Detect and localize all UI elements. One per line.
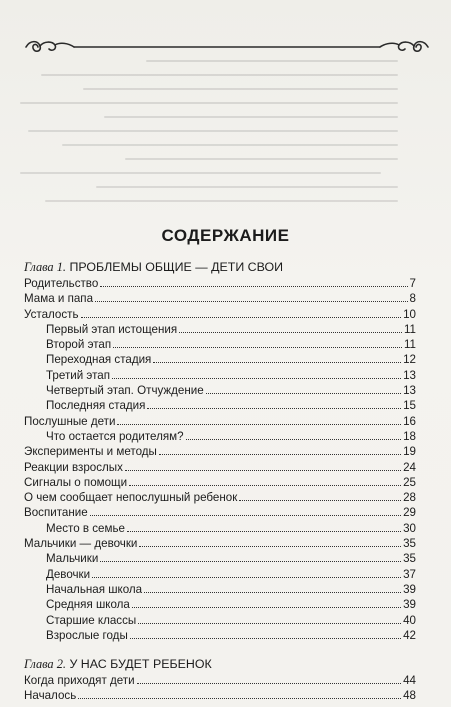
toc-entry-label: Послушные дети — [24, 414, 116, 428]
toc-entry — [24, 521, 416, 536]
toc-page-number: 40 — [403, 613, 416, 627]
chapter-spacer — [24, 643, 416, 655]
toc-entry — [24, 551, 416, 566]
table-of-contents — [24, 258, 416, 704]
toc-page-number: 25 — [403, 475, 416, 489]
chapter-heading — [24, 655, 416, 673]
toc-entry-label: Началось — [24, 689, 77, 703]
toc-page-number: 13 — [403, 384, 416, 398]
toc-page-number: 19 — [403, 445, 416, 459]
dot-leader — [186, 439, 402, 440]
dot-leader — [125, 470, 401, 471]
toc-entry — [24, 536, 416, 551]
toc-entry-label: Когда приходят дети — [24, 674, 135, 688]
toc-page-number: 12 — [403, 353, 416, 367]
toc-entry-label: Девочки — [46, 567, 91, 581]
dot-leader — [129, 485, 401, 486]
toc-entry-label: Старшие классы — [46, 613, 137, 627]
dot-leader — [153, 362, 401, 363]
toc-entry — [24, 444, 416, 459]
toc-entry — [24, 337, 416, 352]
toc-page-number: 16 — [403, 414, 416, 428]
chapter-title: У НАС БУДЕТ РЕБЕНОК — [66, 657, 212, 672]
toc-entry-label: Последняя стадия — [46, 399, 146, 413]
toc-entry-label: Переходная стадия — [46, 353, 152, 367]
dot-leader — [139, 546, 401, 547]
dot-leader — [130, 638, 401, 639]
toc-entry — [24, 673, 416, 688]
toc-entry-label: Второй этап — [46, 338, 112, 352]
toc-page-number: 24 — [403, 460, 416, 474]
toc-page-number: 10 — [403, 307, 416, 321]
chapter-number: Глава 1. — [24, 260, 67, 274]
toc-page-number: 29 — [403, 506, 416, 520]
toc-entry — [24, 352, 416, 367]
toc-entry-label: Мальчики — девочки — [24, 537, 138, 551]
chapter-title: ПРОБЛЕМЫ ОБЩИЕ — ДЕТИ СВОИ — [66, 260, 284, 274]
toc-entry — [24, 291, 416, 306]
toc-entry — [24, 567, 416, 582]
dot-leader — [100, 286, 407, 287]
toc-entry — [24, 429, 416, 444]
dot-leader — [127, 531, 401, 532]
toc-entry — [24, 490, 416, 505]
toc-entry — [24, 505, 416, 520]
toc-entry — [24, 276, 416, 291]
dot-leader — [90, 515, 401, 516]
dot-leader — [138, 623, 401, 624]
chapter-heading — [24, 258, 416, 276]
toc-entry-label: Первый этап истощения — [46, 322, 178, 336]
toc-page-number: 13 — [403, 368, 416, 382]
dot-leader — [92, 577, 401, 578]
toc-entry — [24, 460, 416, 475]
toc-page-number: 8 — [409, 292, 416, 306]
toc-entry-label: Мама и папа — [24, 292, 94, 306]
dot-leader — [100, 561, 401, 562]
chapter-number: Глава 2. — [24, 657, 67, 672]
toc-page-number: 39 — [403, 582, 416, 596]
toc-entry-label: Эксперименты и методы — [24, 445, 157, 459]
toc-page-number: 35 — [403, 537, 416, 551]
dot-leader — [137, 683, 402, 684]
toc-entry-label: Реакции взрослых — [24, 460, 123, 474]
toc-page-number: 35 — [403, 552, 416, 566]
toc-page-number: 39 — [403, 598, 416, 612]
dot-leader — [179, 332, 402, 333]
toc-entry — [24, 368, 416, 383]
toc-entry — [24, 582, 416, 597]
dot-leader — [81, 317, 402, 318]
toc-page-number: 44 — [403, 674, 416, 688]
toc-entry — [24, 322, 416, 337]
toc-page-number: 18 — [403, 429, 416, 443]
toc-entry-label: Начальная школа — [46, 582, 143, 596]
toc-entry-label: Средняя школа — [46, 598, 130, 612]
toc-entry — [24, 613, 416, 628]
toc-entry — [24, 628, 416, 643]
toc-entry-label: Сигналы о помощи — [24, 475, 128, 489]
dot-leader — [144, 592, 401, 593]
toc-entry-label: Родительство — [24, 277, 99, 290]
toc-entry — [24, 414, 416, 429]
dot-leader — [95, 301, 408, 302]
toc-page-number: 28 — [403, 491, 416, 505]
toc-entry-label: Усталость — [24, 307, 79, 321]
dot-leader — [132, 607, 401, 608]
toc-entry-label: О чем сообщает непослушный ребенок — [24, 491, 238, 505]
toc-page-number: 11 — [403, 322, 416, 336]
toc-entry-label: Третий этап — [46, 368, 110, 382]
header-ornament — [22, 38, 432, 56]
toc-page-number: 48 — [403, 689, 416, 703]
toc-page-number: 37 — [403, 567, 416, 581]
toc-entry — [24, 307, 416, 322]
toc-page-number: 42 — [403, 628, 416, 642]
page-title: СОДЕРЖАНИЕ — [161, 226, 290, 245]
toc-page-number: 15 — [403, 399, 416, 413]
toc-entry-label: Четвертый этап. Отчуждение — [46, 384, 204, 398]
dot-leader — [117, 424, 401, 425]
dot-leader — [159, 454, 401, 455]
toc-entry-label: Воспитание — [24, 506, 88, 520]
toc-page-number: 7 — [409, 277, 416, 290]
dot-leader — [206, 393, 401, 394]
dot-leader — [147, 408, 401, 409]
toc-page-number: 30 — [403, 521, 416, 535]
dot-leader — [78, 698, 401, 699]
dot-leader — [113, 347, 402, 348]
toc-page-number: 11 — [403, 338, 416, 352]
toc-entry-label: Что остается родителям? — [46, 429, 184, 443]
toc-entry-label: Место в семье — [46, 521, 125, 535]
bleed-through-text — [20, 60, 440, 240]
toc-entry — [24, 398, 416, 413]
toc-entry — [24, 383, 416, 398]
toc-entry — [24, 688, 416, 703]
dot-leader — [112, 378, 401, 379]
dot-leader — [239, 500, 401, 501]
toc-entry-label: Мальчики — [46, 552, 99, 566]
toc-entry — [24, 597, 416, 612]
toc-entry-label: Взрослые годы — [46, 628, 128, 642]
toc-entry — [24, 475, 416, 490]
